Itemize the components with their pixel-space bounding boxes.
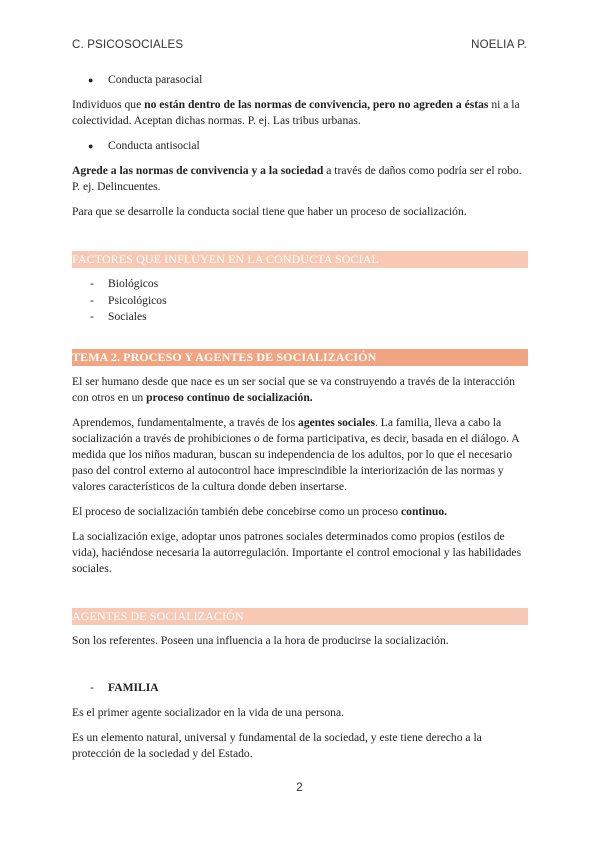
subheading-label: FAMILIA xyxy=(108,680,159,694)
paragraph xyxy=(72,97,528,129)
paragraph xyxy=(72,163,528,195)
section-heading: AGENTES DE SOCIALIZACIÓN xyxy=(72,608,528,625)
text-run: Individuos que xyxy=(72,98,145,111)
header-right: NOELIA P. xyxy=(471,39,527,51)
list-item-label: Sociales xyxy=(108,310,147,323)
text-run: a través de daños como podría ser el robo. P. ej. Delincuentes. xyxy=(72,164,522,193)
paragraph: La socialización exige, adoptar unos patrones sociales determinados como propios (estilos de vida), haciéndose necesaria la autorregulación. Importante el control emocional y las habilidades sociales. xyxy=(72,529,522,575)
bullet-icon: ● xyxy=(88,75,94,85)
list-item xyxy=(72,309,528,326)
bullet-label: Conducta antisocial xyxy=(108,139,200,152)
paragraph: Para que se desarrolle la conducta social tiene que haber un proceso de socialización. xyxy=(72,205,467,218)
paragraph: Es el primer agente socializador en la vida de una persona. xyxy=(72,705,345,719)
bold-text: Agrede a las normas de convivencia y a la sociedad xyxy=(72,164,324,177)
dash-marker: - xyxy=(90,277,94,290)
subheading-item xyxy=(72,680,528,696)
list-item-label: Psicológicos xyxy=(108,293,167,307)
factor-list xyxy=(72,276,528,326)
paragraph xyxy=(72,504,528,520)
bold-text: proceso continuo de socialización. xyxy=(146,390,313,404)
bold-text: continuo. xyxy=(401,504,448,518)
text-run: ni a la colectividad. Aceptan dichas normas. P. ej. Las tribus urbanas. xyxy=(72,98,520,127)
dash-marker: - xyxy=(90,680,94,694)
bullet-icon: ● xyxy=(88,141,94,151)
text-run: El proceso de socialización también debe concebirse como un proceso xyxy=(72,504,402,518)
page-content xyxy=(72,72,528,771)
list-item xyxy=(72,293,528,310)
list-item-label: Biológicos xyxy=(108,277,159,290)
page-number: 2 xyxy=(296,782,303,794)
list-item xyxy=(72,276,528,293)
text-run: Aprendemos, fundamentalmente, a través de los xyxy=(72,415,299,429)
dash-marker: - xyxy=(90,310,94,323)
bold-text: no están dentro de las normas de convivencia, pero no agreden a éstas xyxy=(144,98,489,111)
text-run: . La familia, lleva a cabo la socialización a través de prohibiciones o de forma participativa, es decir, basada en el diálogo. A medida que los niños maduran, buscan su independencia de los adultos, por lo que el necesario paso del control externo al autocontrol hace imprescindible la interiorización de las normas y valores característicos de la cultura donde deben insertarse. xyxy=(72,415,520,493)
header-left: C. PSICOSOCIALES xyxy=(72,39,184,51)
paragraph: Es un elemento natural, universal y fundamental de la sociedad, y este tiene derecho a la protección de la sociedad y del Estado. xyxy=(72,730,482,760)
text-run: El ser humano desde que nace es un ser social que se va construyendo a través de la interacción con otros en un xyxy=(72,374,515,404)
paragraph: Son los referentes. Poseen una influencia a la hora de producirse la socialización. xyxy=(72,633,449,647)
dash-marker: - xyxy=(90,293,94,307)
bullet-item xyxy=(72,72,528,88)
paragraph xyxy=(72,374,528,406)
bullet-item xyxy=(72,138,528,154)
paragraph xyxy=(72,415,528,495)
section-heading: FACTORES QUE INFLUYEN EN LA CONDUCTA SOCIAL xyxy=(72,251,528,268)
bold-text: agentes sociales xyxy=(298,415,375,429)
chapter-heading: TEMA 2. PROCESO Y AGENTES DE SOCIALIZACIÓN xyxy=(72,349,528,366)
bullet-label: Conducta parasocial xyxy=(108,73,203,86)
